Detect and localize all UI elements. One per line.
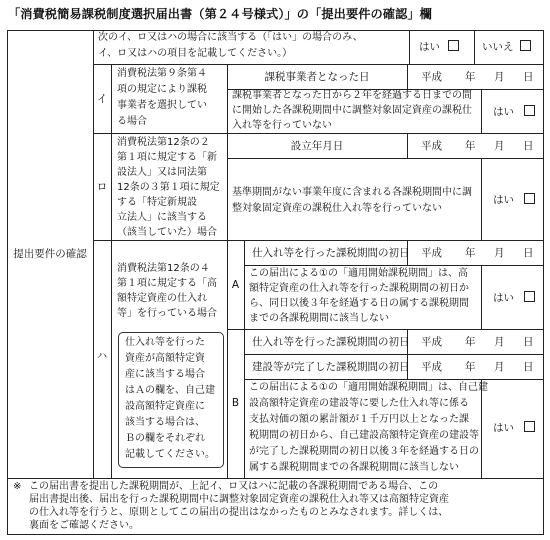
section-ro-statement-line1: 基準期間がない事業年度に含まれる各課税期間中に調 xyxy=(232,187,472,198)
section-ha-marker: ハ xyxy=(96,350,108,362)
section-ha-a-month: 月 xyxy=(494,247,505,259)
section-ha-b-year1: 年 xyxy=(465,336,476,348)
footer-note-line1: この届出書を提出した課税期間が、上記イ、ロ又はハに記載の各課税期間である場合、この xyxy=(29,481,439,492)
section-ro-era: 平成 xyxy=(421,140,442,152)
section-ha-b-yes-checkbox[interactable] xyxy=(524,421,535,432)
section-ro-desc-line1: 消費税法第12条の２ xyxy=(117,137,210,148)
section-ha-a-marker: A xyxy=(231,279,240,291)
section-ro-desc-line4: 12条の３第１項に規定 xyxy=(117,182,220,193)
section-ha-note-line6: 該当する場合は、 xyxy=(125,417,205,428)
section-i-statement-line3: 入れ等を行っていない xyxy=(232,120,332,131)
section-ha-a-statement-line3: ら、同日以後３年を経過する日の属する課税期間 xyxy=(249,298,469,309)
section-ha-desc-line1: 消費税法第12条の４ xyxy=(117,263,210,274)
section-ha-b-yes-label: はい xyxy=(493,422,514,434)
header-yes-checkbox[interactable] xyxy=(448,40,459,51)
section-ro-desc-line7: （該当していた）場合 xyxy=(117,227,217,238)
requirements-table xyxy=(7,30,544,535)
section-ha-b-statement-line1: この届出による①の「適用開始課税期間」は、自己建 xyxy=(249,382,488,393)
section-ha-a-yes-label: はい xyxy=(493,292,514,304)
section-ha-note-line2: 資産が高額特定資 xyxy=(125,353,205,364)
header-no-label: いいえ xyxy=(482,41,514,53)
section-ro-marker: ロ xyxy=(96,181,108,193)
section-i-desc-line1: 消費税法第９条第４ xyxy=(117,68,207,79)
section-ro-year: 年 xyxy=(465,140,476,152)
footer-note-line4: 裏面をご確認ください。 xyxy=(29,520,139,531)
section-ha-b-marker: B xyxy=(231,397,240,409)
section-ro-yes-label: はい xyxy=(493,194,514,206)
section-ha-desc-line2: 第１項に規定する「高 xyxy=(117,278,217,289)
section-i-yes-label: はい xyxy=(493,106,514,118)
header-no-checkbox[interactable] xyxy=(520,40,531,51)
section-ha-desc-line4: 等」を行っている場合 xyxy=(117,308,217,319)
section-ha-b-day1: 日 xyxy=(523,336,534,348)
section-ha-a-statement-line4: までの各課税期間に該当しない xyxy=(249,313,389,324)
section-ha-note-line1: 仕入れ等を行った xyxy=(125,337,205,348)
section-i-desc-line4: る場合 xyxy=(117,116,147,127)
header-no-option[interactable] xyxy=(482,39,531,55)
section-ro-statement-line2: 整対象固定資産の課税仕入れ等を行っていない xyxy=(232,203,442,214)
footer-note-mark: ※ xyxy=(13,481,22,492)
section-ro-yes-checkbox[interactable] xyxy=(524,193,535,204)
section-ha-b-month2: 月 xyxy=(494,361,505,373)
section-ha-desc-line3: 額特定資産の仕入れ xyxy=(117,293,207,304)
section-ha-b-date-label2: 建設等が完了した課税期間の初日 xyxy=(252,361,410,373)
section-ha-note-line4: はＡの欄を、自己建 xyxy=(125,385,215,396)
section-i-desc-line2: 項の規定により課税 xyxy=(117,84,207,95)
footer-note-line3: の仕入れ等を行うと、原則としてこの届出の提出はなかったものとみなされます。詳しくは、 xyxy=(29,507,449,518)
section-ha-b-statement-line2: 設高額特定資産の建設等に要した仕入れ等に係る xyxy=(249,398,469,409)
section-ha-note-line8: 記載してください。 xyxy=(125,449,215,460)
section-ha-b-yes-option[interactable] xyxy=(493,420,535,436)
section-ro-date-label: 設立年月日 xyxy=(290,140,344,152)
section-i-desc-line3: 事業者を選択してい xyxy=(117,100,207,111)
section-ha-note-line3: 産に該当する場合 xyxy=(125,369,205,380)
header-yes-label: はい xyxy=(419,41,440,53)
section-ro-desc-line6: 立法人」に該当する xyxy=(117,212,207,223)
section-ha-b-statement-line3: 支払対価の額の累計額が１千万円以上となった課 xyxy=(249,414,469,425)
section-ha-a-date-label: 仕入れ等を行った課税期間の初日 xyxy=(252,247,410,259)
header-yes-option[interactable] xyxy=(419,39,459,55)
side-label: 提出要件の確認 xyxy=(13,248,87,260)
header-instruction-line2: イ、ロ又はハの項目を記載してください。） xyxy=(98,48,293,59)
section-ha-b-statement-line6: 属する課税期間までの各課税期間に該当しない xyxy=(249,462,459,473)
section-i-statement-line1: 課税事業者となった日から２年を経過する日までの間 xyxy=(232,90,472,101)
section-ro-desc-line2: 第１項に規定する「新 xyxy=(117,152,217,163)
section-i-era: 平成 xyxy=(421,71,442,83)
section-ha-b-era2: 平成 xyxy=(421,361,442,373)
section-i-yes-option[interactable] xyxy=(493,104,535,120)
section-ha-a-era: 平成 xyxy=(421,247,442,259)
section-ha-b-era1: 平成 xyxy=(421,336,442,348)
section-ha-note-line7: Ｂの欄をそれぞれ xyxy=(125,433,205,444)
section-ha-a-yes-checkbox[interactable] xyxy=(524,291,535,302)
section-ha-a-statement-line1: この届出による①の「適用開始課税期間」は、高 xyxy=(249,268,468,279)
form-title: 「消費税簡易課税制度選択届出書（第２４号様式）」の「提出要件の確認」欄 xyxy=(8,7,432,21)
section-i-day: 日 xyxy=(523,71,534,83)
section-i-year: 年 xyxy=(465,71,476,83)
section-ro-yes-option[interactable] xyxy=(493,192,535,208)
section-i-statement-line2: に開始した各課税期間中に調整対象固定資産の課税仕 xyxy=(232,105,472,116)
section-ha-a-yes-option[interactable] xyxy=(493,290,535,306)
section-i-yes-checkbox[interactable] xyxy=(524,105,535,116)
header-instruction-line1: 次のイ、ロ又はハの場合に該当する（「はい」の場合のみ、 xyxy=(98,32,363,43)
section-ha-b-month1: 月 xyxy=(494,336,505,348)
section-ro-desc-line3: 設法人」又は同法第 xyxy=(117,167,207,178)
section-ha-a-year: 年 xyxy=(465,247,476,259)
section-ha-b-year2: 年 xyxy=(465,361,476,373)
section-ha-b-statement-line4: 税期間の初日から、自己建設高額特定資産の建設等 xyxy=(249,430,479,441)
section-ro-desc-line5: する「特定新規設 xyxy=(117,197,197,208)
section-ha-b-statement-line5: が完了した課税期間の初日以後３年を経過する日の xyxy=(249,446,479,457)
section-i-date-label: 課税事業者となった日 xyxy=(264,71,370,83)
section-ha-note-line5: 設高額特定資産に xyxy=(125,401,205,412)
section-ha-b-day2: 日 xyxy=(523,361,534,373)
section-ha-b-date-label1: 仕入れ等を行った課税期間の初日 xyxy=(252,336,410,348)
section-ha-a-statement-line2: 額特定資産の仕入れ等を行った課税期間の初日か xyxy=(249,283,469,294)
section-i-month: 月 xyxy=(494,71,505,83)
section-ro-day: 日 xyxy=(523,140,534,152)
section-ha-a-day: 日 xyxy=(523,247,534,259)
section-ro-month: 月 xyxy=(494,140,505,152)
footer-note-line2: 届出書提出後、届出を行った課税期間中に調整対象固定資産の課税仕入れ等又は高額特定資産 xyxy=(29,494,449,505)
section-i-marker: イ xyxy=(96,93,108,105)
